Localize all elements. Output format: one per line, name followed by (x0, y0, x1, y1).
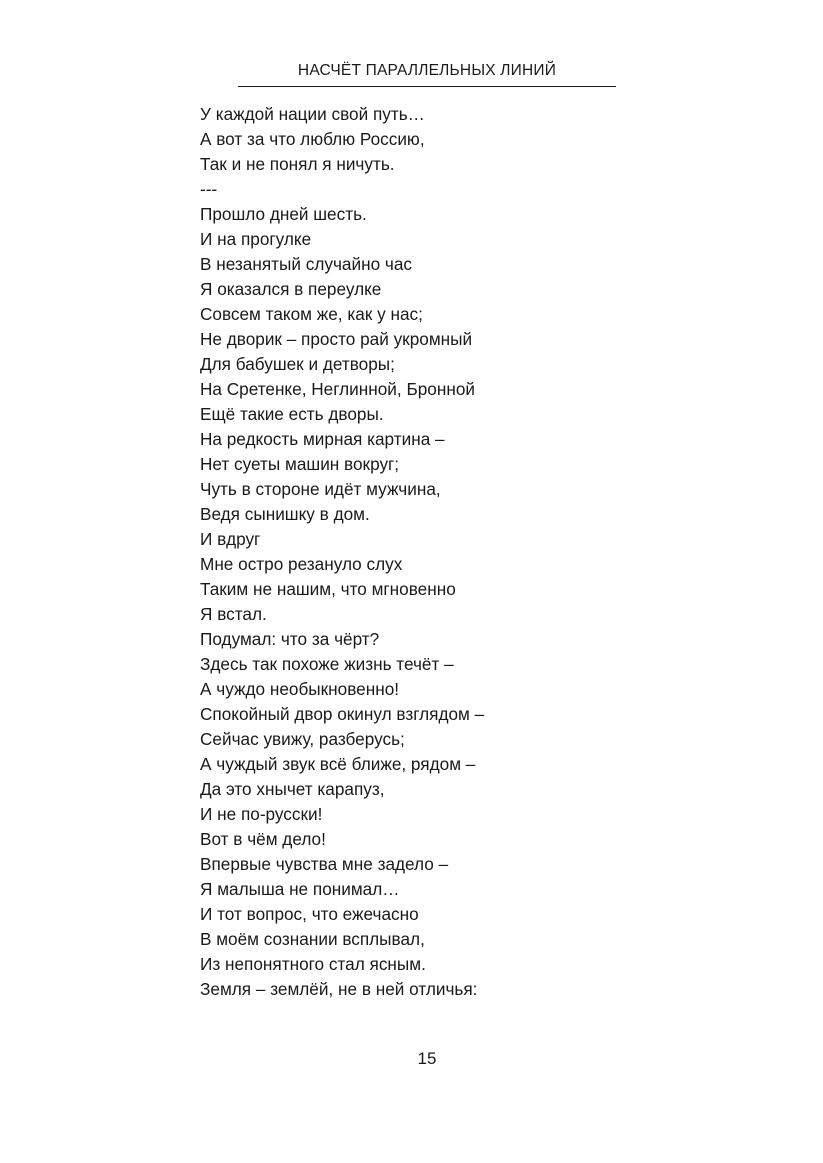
poem-line: Ещё такие есть дворы. (200, 404, 384, 424)
poem-line: Впервые чувства мне задело – (200, 854, 449, 874)
poem-line: А чуждо необыкновенно! (200, 679, 400, 699)
poem-line: Сейчас увижу, разберусь; (200, 729, 405, 749)
poem-line: Из непонятного стал ясным. (200, 954, 426, 974)
poem-line: В моём сознании всплывал, (200, 929, 425, 949)
poem-line: Я оказался в переулке (200, 279, 382, 299)
poem-line: А чуждый звук всё ближе, рядом – (200, 754, 476, 774)
poem-line: Я встал. (200, 604, 267, 624)
poem-line: Нет суеты машин вокруг; (200, 454, 400, 474)
poem-line: Чуть в стороне идёт мужчина, (200, 479, 441, 499)
page-number: 15 (417, 1049, 437, 1068)
poem-text (200, 102, 620, 1002)
poem-line: А вот за что люблю Россию, (200, 129, 425, 149)
poem-line: Прошло дней шесть. (200, 204, 367, 224)
poem-line: Для бабушек и детворы; (200, 354, 395, 374)
poem-line: И не по-русски! (200, 804, 323, 824)
poem-line: Ведя сынишку в дом. (200, 504, 370, 524)
poem-line: Я малыша не понимал… (200, 879, 400, 899)
poem-line: И тот вопрос, что ежечасно (200, 904, 419, 924)
poem-line: Таким не нашим, что мгновенно (200, 579, 456, 599)
poem-line: И вдруг (200, 529, 261, 549)
poem-line: И на прогулке (200, 229, 312, 249)
poem-line: Не дворик – просто рай укромный (200, 329, 473, 349)
poem-line: На Сретенке, Неглинной, Бронной (200, 379, 475, 399)
header-rule (238, 86, 616, 87)
poem-line: Здесь так похоже жизнь течёт – (200, 654, 454, 674)
poem-line: На редкость мирная картина – (200, 429, 445, 449)
poem-line: Земля – землёй, не в ней отличья: (200, 979, 478, 999)
poem-line: У каждой нации свой путь… (200, 104, 425, 124)
poem-line: Вот в чём дело! (200, 829, 326, 849)
running-header: НАСЧЁТ ПАРАЛЛЕЛЬНЫХ ЛИНИЙ (297, 62, 557, 79)
poem-line: В незанятый случайно час (200, 254, 413, 274)
poem-line: --- (200, 179, 218, 199)
poem-line: Да это хнычет карапуз, (200, 779, 385, 799)
poem-line: Мне остро резануло слух (200, 554, 403, 574)
poem-line: Так и не понял я ничуть. (200, 154, 395, 174)
poem-line: Совсем таком же, как у нас; (200, 304, 423, 324)
poem-line: Подумал: что за чёрт? (200, 629, 380, 649)
poem-line: Спокойный двор окинул взглядом – (200, 704, 485, 724)
